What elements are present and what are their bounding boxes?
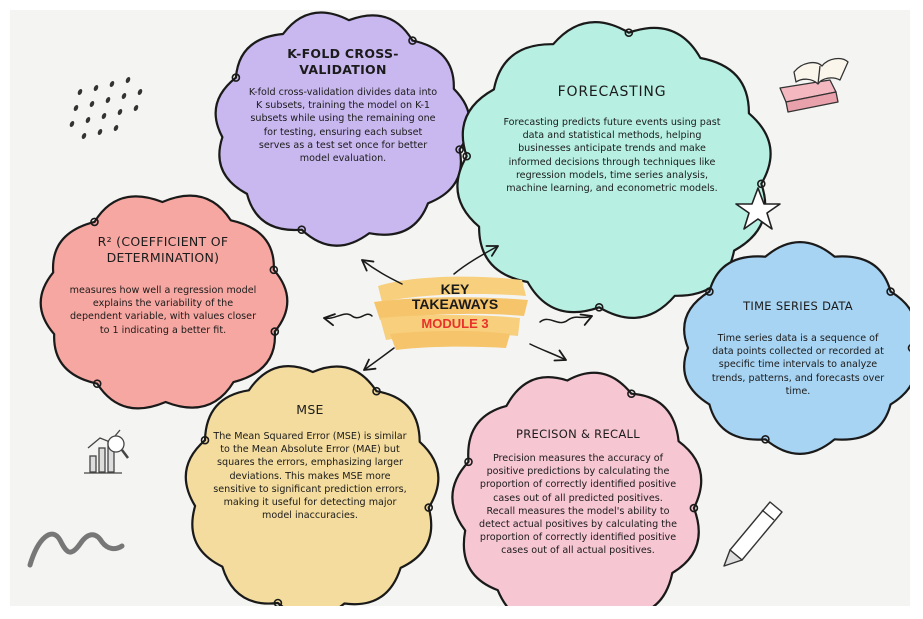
books-icon: [780, 59, 848, 112]
arrow-to-precision: [530, 344, 566, 360]
center-key: KEY: [440, 281, 470, 297]
node-r2: [66, 234, 260, 337]
node-precision: [478, 426, 678, 558]
node-precision-body: Precision measures the accuracy of positive predictions by calculating the proportion of correctly identified positive cases out of all predicted positives. Recall measures the model's ability to detect actual positives by calculating the proportion of correctly identified positive cases out of all actual positives.: [479, 453, 677, 557]
node-timeseries: [710, 298, 886, 398]
node-kfold-body: K-fold cross-validation divides data into K subsets, training the model on K-1 subsets while using the remaining one for testing, ensuring each subset serves as a test set once for better model evaluation.: [248, 87, 438, 165]
center-takeaways: TAKEAWAYS: [411, 296, 499, 312]
arrow-to-kfold: [362, 260, 402, 284]
node-forecasting: [500, 84, 724, 195]
dots-decoration: [69, 76, 143, 139]
board: [10, 10, 910, 606]
node-r2-body: measures how well a regression model explains the variability of the dependent variable, with values closer to 1 indicating a better fit.: [69, 285, 257, 336]
arrow-to-mse: [364, 348, 394, 370]
node-precision-title: PRECISON & RECALL: [516, 427, 640, 441]
node-mse-title: MSE: [296, 402, 324, 417]
node-mse: [210, 402, 410, 522]
node-mse-body: The Mean Squared Error (MSE) is similar to the Mean Absolute Error (MAE) but squares the errors, emphasizing larger deviations. This makes MSE more sensitive to significant prediction errors, making it useful for detecting major model inaccuracies.: [213, 431, 407, 522]
node-kfold-title: K-FOLD CROSS-VALIDATION: [287, 46, 399, 77]
node-forecasting-body: Forecasting predicts future events using past data and statistical methods, helping businesses anticipate trends and make informed decisions through techniques like regression models, time series analysis, machine learning, and econometric models.: [503, 117, 721, 195]
node-forecasting-title: FORECASTING: [557, 84, 667, 100]
node-r2-title: R² (COEFFICIENT OF DETERMINATION): [97, 234, 229, 265]
arrow-to-timeseries: [540, 316, 592, 323]
pencil-icon: [724, 502, 782, 566]
squiggle-decoration: [30, 534, 122, 565]
center-label: [382, 282, 528, 334]
node-kfold: [248, 46, 438, 165]
chart-magnifier-icon: [84, 430, 128, 473]
arrow-to-r2: [324, 314, 372, 318]
node-timeseries-title: TIME SERIES DATA: [743, 299, 853, 313]
node-timeseries-body: Time series data is a sequence of data points collected or recorded at specific time intervals to analyze trends, patterns, and forecasts over time.: [711, 333, 885, 397]
center-module: MODULE 3: [421, 316, 489, 331]
